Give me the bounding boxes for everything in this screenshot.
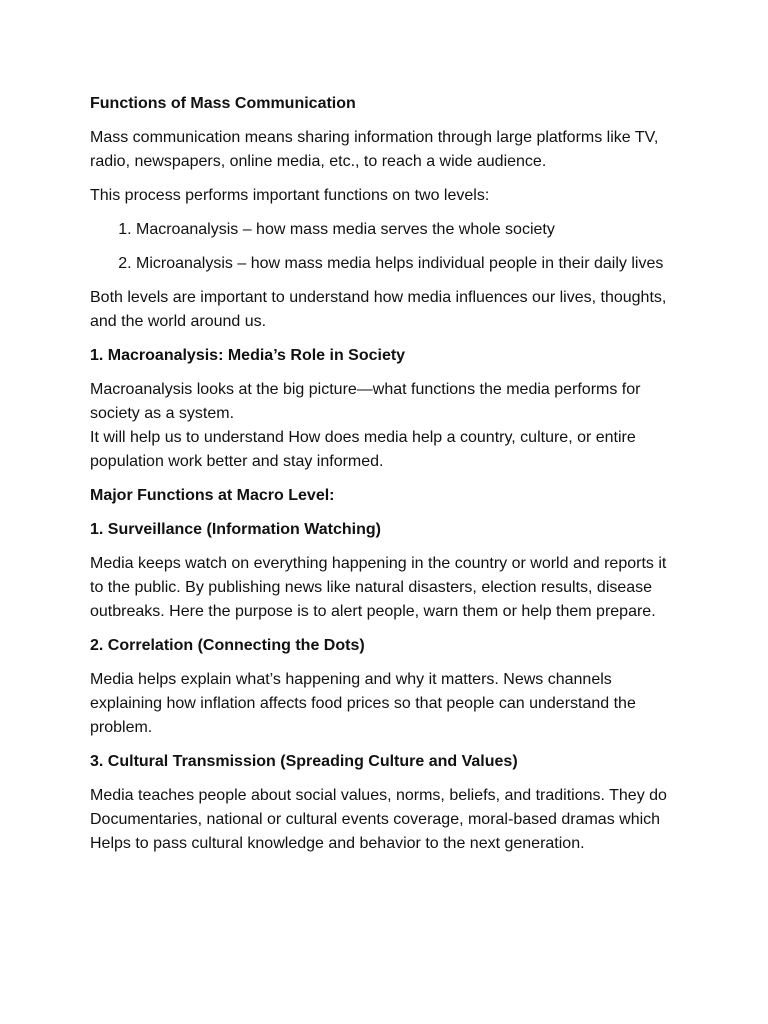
levels-list (90, 218, 680, 276)
function-heading-surveillance: 1. Surveillance (Information Watching) (90, 521, 381, 538)
section-heading-macroanalysis: 1. Macroanalysis: Media’s Role in Society (90, 347, 406, 364)
macroanalysis-text-1: Macroanalysis looks at the big picture—what functions the media performs for society as a system. (90, 381, 641, 422)
function-text-correlation: Media helps explain what’s happening and why it matters. News channels explaining how inflation affects food prices so that people can understand the problem. (90, 671, 636, 736)
levels-intro-paragraph: This process performs important functions on two levels: (90, 187, 490, 204)
list-item: 1. Macroanalysis – how mass media serves the whole society (136, 218, 680, 242)
function-text-cultural-transmission: Media teaches people about social values, norms, beliefs, and traditions. They do Documentaries, national or cultural events coverage, moral-based dramas which Helps to pass cultural knowledge and behavior to the next generation. (90, 787, 667, 852)
function-heading-correlation: 2. Correlation (Connecting the Dots) (90, 637, 365, 654)
macroanalysis-text-2: It will help us to understand How does media help a country, culture, or entire population work better and stay informed. (90, 429, 636, 470)
document-title: Functions of Mass Communication (90, 95, 356, 112)
list-item: 2. Microanalysis – how mass media helps individual people in their daily lives (136, 252, 680, 276)
function-heading-cultural-transmission: 3. Cultural Transmission (Spreading Culture and Values) (90, 753, 518, 770)
major-functions-heading: Major Functions at Macro Level: (90, 487, 335, 504)
intro-paragraph: Mass communication means sharing information through large platforms like TV, radio, newspapers, online media, etc., to reach a wide audience. (90, 129, 659, 170)
both-levels-paragraph: Both levels are important to understand how media influences our lives, thoughts, and the world around us. (90, 289, 667, 330)
function-text-surveillance: Media keeps watch on everything happening in the country or world and reports it to the public. By publishing news like natural disasters, election results, disease outbreaks. Here the purpose is to alert people, warn them or help them prepare. (90, 555, 667, 620)
macroanalysis-paragraph (90, 378, 680, 474)
